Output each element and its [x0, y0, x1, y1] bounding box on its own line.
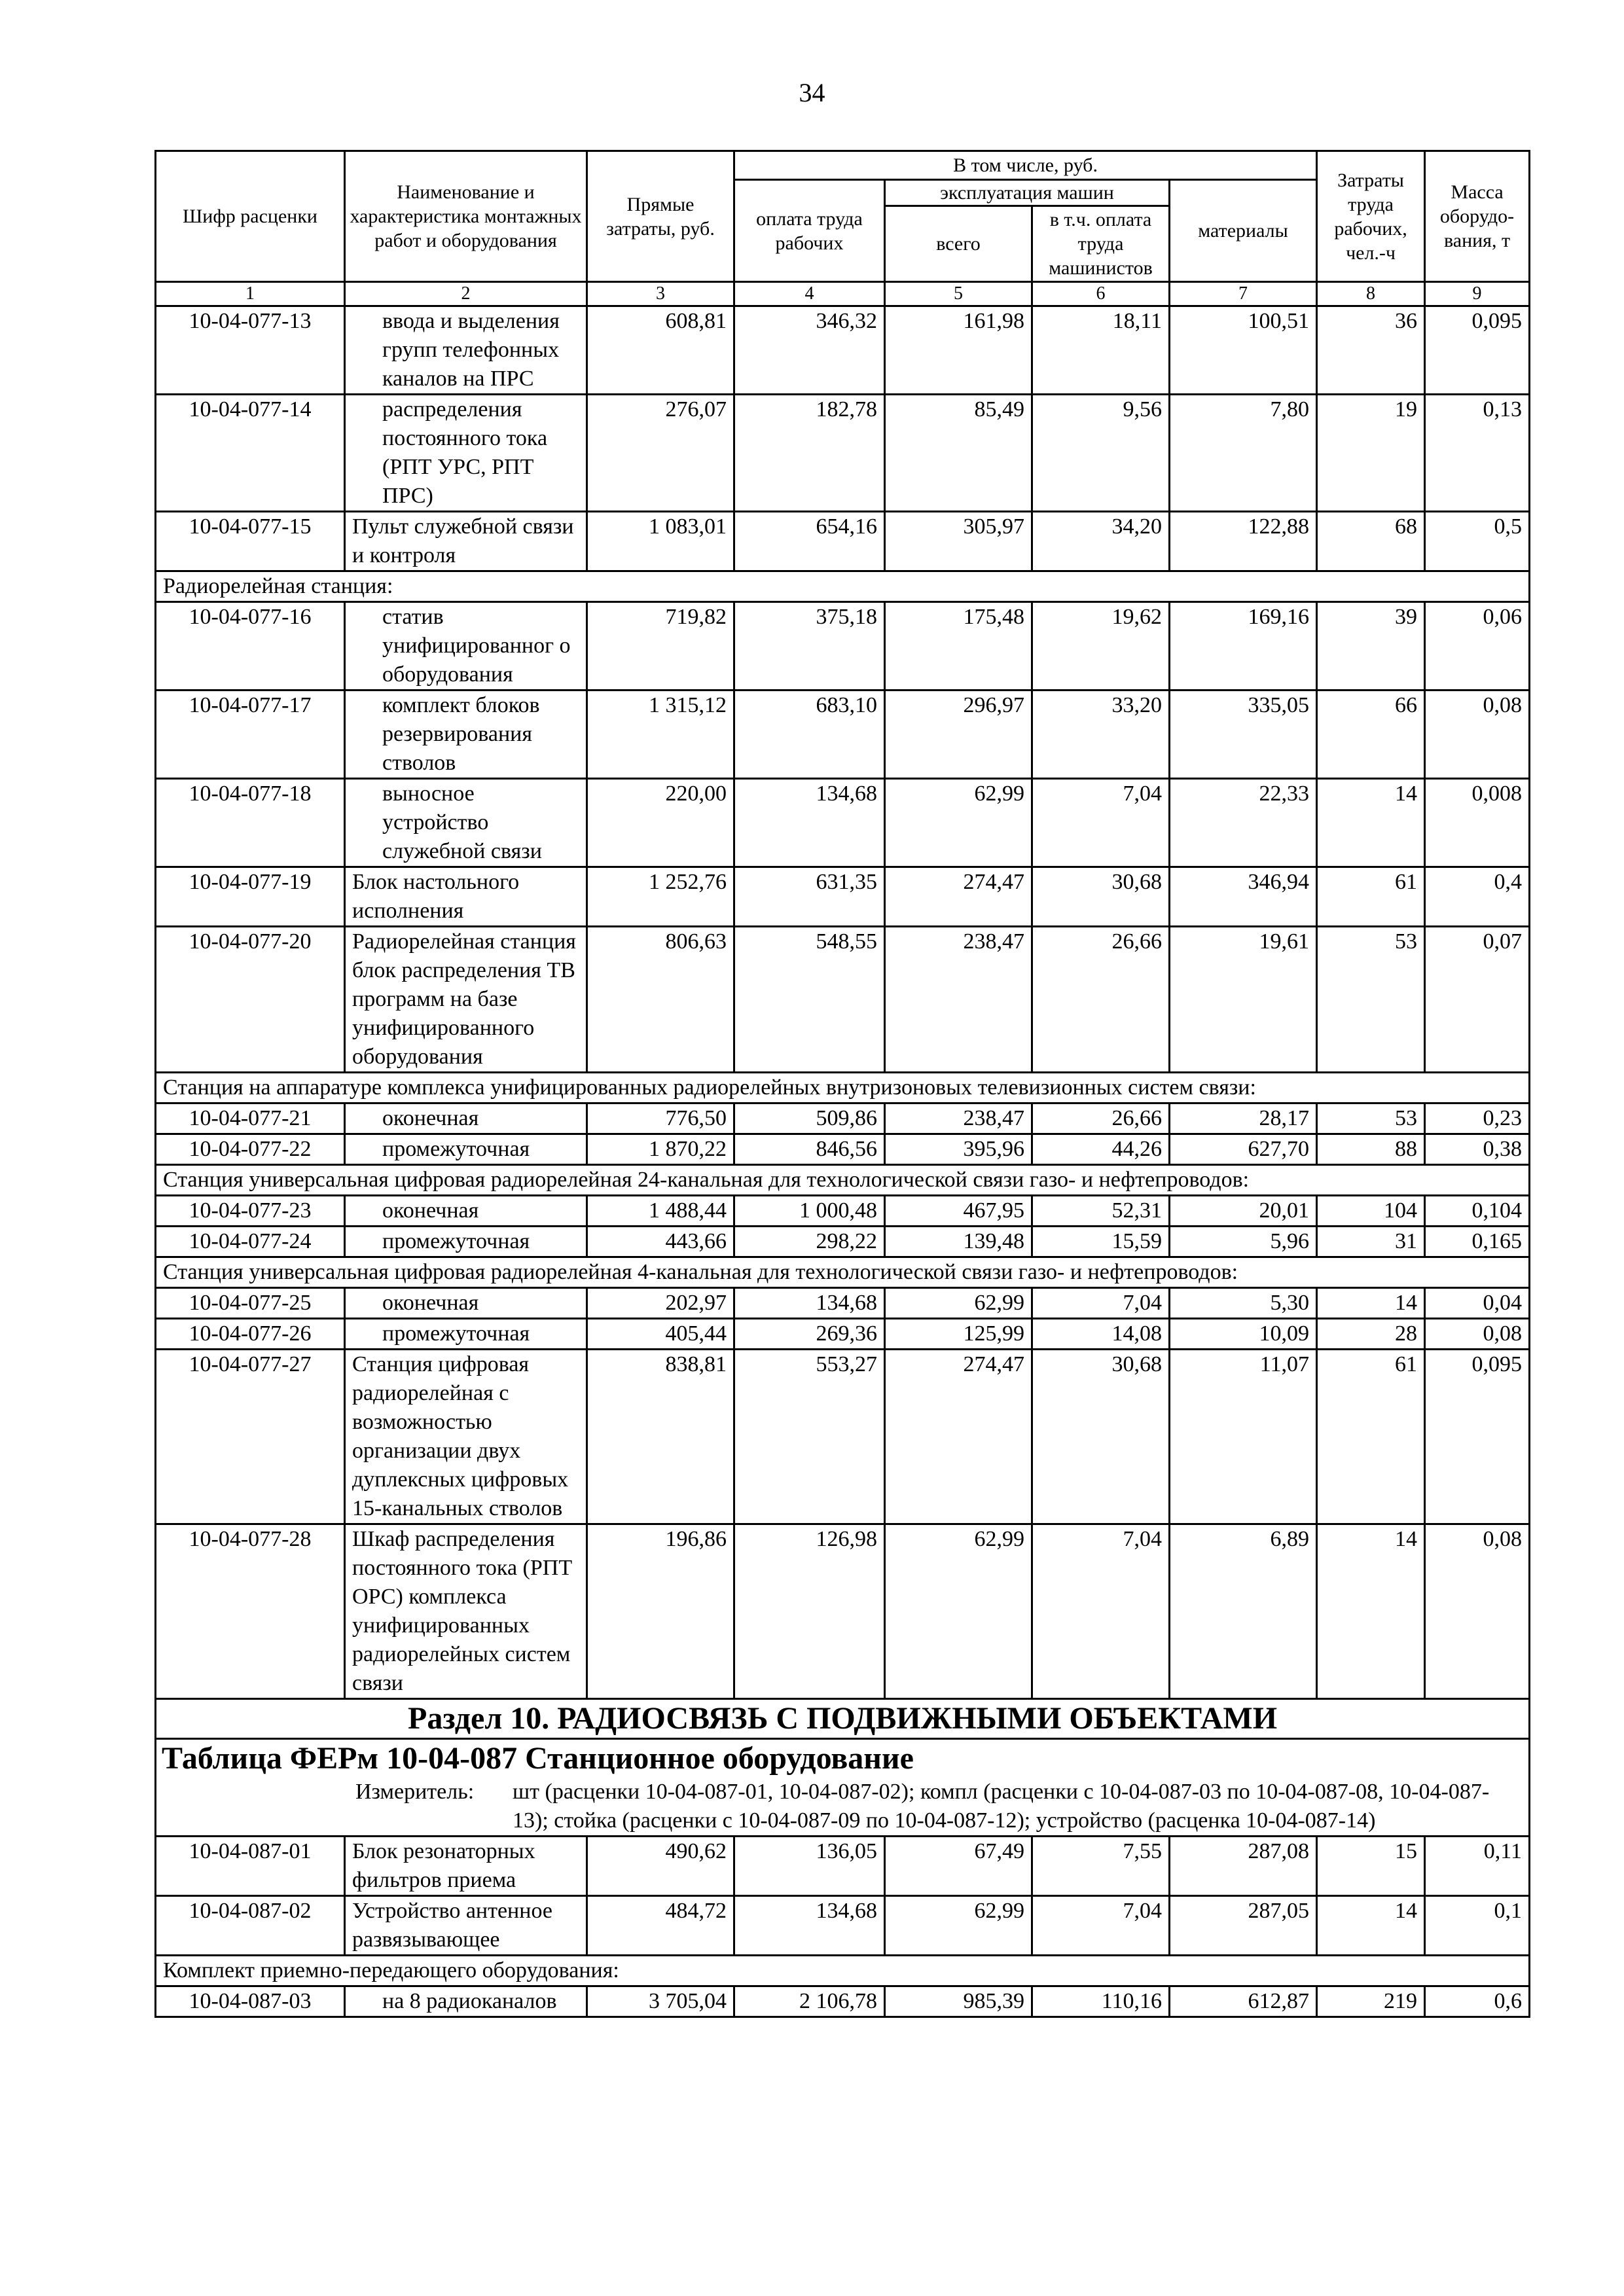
labor-hours: 61 [1317, 867, 1425, 927]
rate-row [156, 395, 1530, 512]
machinist-pay: 44,26 [1032, 1134, 1170, 1165]
materials-cost: 28,17 [1170, 1103, 1317, 1134]
materials-cost: 7,80 [1170, 395, 1317, 512]
labor-hours: 39 [1317, 602, 1425, 691]
labor-pay: 2 106,78 [734, 1986, 885, 2017]
labor-pay: 509,86 [734, 1103, 885, 1134]
rate-code: 10-04-077-26 [156, 1319, 345, 1350]
direct-costs: 202,97 [587, 1288, 734, 1319]
machine-total: 274,47 [885, 867, 1032, 927]
materials-cost: 287,08 [1170, 1837, 1317, 1896]
group-title: Станция универсальная цифровая радиорелейная 24-канальная для технологической связи газо- и нефтепроводов: [156, 1165, 1530, 1196]
group-header-row [156, 571, 1530, 602]
group-header-row [156, 1165, 1530, 1196]
work-name: оконечная [345, 1196, 587, 1227]
column-number: 2 [345, 282, 587, 306]
labor-pay: 269,36 [734, 1319, 885, 1350]
direct-costs: 838,81 [587, 1350, 734, 1524]
direct-costs: 1 252,76 [587, 867, 734, 927]
labor-hours: 19 [1317, 395, 1425, 512]
machine-total: 62,99 [885, 1524, 1032, 1699]
labor-pay: 683,10 [734, 691, 885, 779]
materials-cost: 10,09 [1170, 1319, 1317, 1350]
work-name: комплект блоков резервирования стволов [345, 691, 587, 779]
rate-row [156, 306, 1530, 395]
labor-pay: 298,22 [734, 1227, 885, 1257]
machinist-pay: 9,56 [1032, 395, 1170, 512]
group-title: Станция на аппаратуре комплекса унифицированных радиорелейных внутризоновых телевизионных систем связи: [156, 1073, 1530, 1103]
rate-row [156, 1103, 1530, 1134]
labor-hours: 219 [1317, 1986, 1425, 2017]
machine-total: 62,99 [885, 1896, 1032, 1956]
labor-pay: 182,78 [734, 395, 885, 512]
materials-cost: 122,88 [1170, 512, 1317, 571]
measure-unit-label: Измеритель: [355, 1780, 475, 1804]
materials-cost: 20,01 [1170, 1196, 1317, 1227]
materials-cost: 335,05 [1170, 691, 1317, 779]
machinist-pay: 7,04 [1032, 779, 1170, 867]
rate-code: 10-04-087-03 [156, 1986, 345, 2017]
group-title: Радиорелейная станция: [156, 571, 1530, 602]
labor-hours: 14 [1317, 1288, 1425, 1319]
labor-pay: 553,27 [734, 1350, 885, 1524]
header-including: В том числе, руб. [734, 151, 1317, 180]
materials-cost: 169,16 [1170, 602, 1317, 691]
machine-total: 175,48 [885, 602, 1032, 691]
direct-costs: 484,72 [587, 1896, 734, 1956]
equipment-mass: 0,08 [1425, 1524, 1530, 1699]
rate-code: 10-04-077-17 [156, 691, 345, 779]
page-number: 34 [799, 78, 825, 107]
equipment-mass: 0,04 [1425, 1288, 1530, 1319]
equipment-mass: 0,095 [1425, 306, 1530, 395]
machinist-pay: 15,59 [1032, 1227, 1170, 1257]
direct-costs: 719,82 [587, 602, 734, 691]
machine-total: 62,99 [885, 1288, 1032, 1319]
materials-cost: 346,94 [1170, 867, 1317, 927]
labor-hours: 14 [1317, 1524, 1425, 1699]
rate-row [156, 927, 1530, 1073]
header-materials: материалы [1170, 180, 1317, 282]
rate-row [156, 779, 1530, 867]
machinist-pay: 18,11 [1032, 306, 1170, 395]
rate-row [156, 512, 1530, 571]
rate-row [156, 1227, 1530, 1257]
direct-costs: 490,62 [587, 1837, 734, 1896]
rate-code: 10-04-077-15 [156, 512, 345, 571]
machinist-pay: 30,68 [1032, 1350, 1170, 1524]
header-direct-costs: Прямые затраты, руб. [587, 151, 734, 282]
table-title: Таблица ФЕРм 10-04-087 Станционное оборудование [162, 1741, 914, 1776]
group-title: Станция универсальная цифровая радиорелейная 4-канальная для технологической связи газо- и нефтепроводов: [156, 1257, 1530, 1288]
rate-code: 10-04-077-28 [156, 1524, 345, 1699]
equipment-mass: 0,13 [1425, 395, 1530, 512]
labor-hours: 68 [1317, 512, 1425, 571]
machine-total: 161,98 [885, 306, 1032, 395]
machine-total: 274,47 [885, 1350, 1032, 1524]
section-title: Раздел 10. РАДИОСВЯЗЬ С ПОДВИЖНЫМИ ОБЪЕКТАМИ [156, 1699, 1530, 1739]
materials-cost: 11,07 [1170, 1350, 1317, 1524]
header-machinist-pay: в т.ч. оплата труда машинистов [1032, 206, 1170, 282]
rate-code: 10-04-077-14 [156, 395, 345, 512]
direct-costs: 608,81 [587, 306, 734, 395]
column-number: 6 [1032, 282, 1170, 306]
labor-hours: 14 [1317, 1896, 1425, 1956]
rate-code: 10-04-077-24 [156, 1227, 345, 1257]
work-name: промежуточная [345, 1319, 587, 1350]
equipment-mass: 0,06 [1425, 602, 1530, 691]
labor-pay: 548,55 [734, 927, 885, 1073]
machine-total: 985,39 [885, 1986, 1032, 2017]
materials-cost: 5,30 [1170, 1288, 1317, 1319]
machine-total: 395,96 [885, 1134, 1032, 1165]
group-title: Комплект приемно-передающего оборудования: [156, 1956, 1530, 1986]
machine-total: 85,49 [885, 395, 1032, 512]
table-title-row [156, 1739, 1530, 1837]
equipment-mass: 0,165 [1425, 1227, 1530, 1257]
equipment-mass: 0,07 [1425, 927, 1530, 1073]
rate-code: 10-04-077-22 [156, 1134, 345, 1165]
rate-code: 10-04-077-25 [156, 1288, 345, 1319]
equipment-mass: 0,11 [1425, 1837, 1530, 1896]
work-name: ввода и выделения групп телефонных каналов на ПРС [345, 306, 587, 395]
labor-pay: 134,68 [734, 779, 885, 867]
rate-row [156, 867, 1530, 927]
rate-row [156, 1319, 1530, 1350]
equipment-mass: 0,08 [1425, 691, 1530, 779]
direct-costs: 220,00 [587, 779, 734, 867]
work-name: промежуточная [345, 1227, 587, 1257]
rate-code: 10-04-077-18 [156, 779, 345, 867]
group-header-row [156, 1257, 1530, 1288]
column-number: 8 [1317, 282, 1425, 306]
direct-costs: 1 488,44 [587, 1196, 734, 1227]
labor-pay: 126,98 [734, 1524, 885, 1699]
labor-hours: 31 [1317, 1227, 1425, 1257]
labor-hours: 104 [1317, 1196, 1425, 1227]
labor-pay: 136,05 [734, 1837, 885, 1896]
machine-total: 296,97 [885, 691, 1032, 779]
machinist-pay: 26,66 [1032, 927, 1170, 1073]
machinist-pay: 7,55 [1032, 1837, 1170, 1896]
direct-costs: 196,86 [587, 1524, 734, 1699]
rate-row [156, 1288, 1530, 1319]
machinist-pay: 7,04 [1032, 1524, 1170, 1699]
materials-cost: 100,51 [1170, 306, 1317, 395]
equipment-mass: 0,5 [1425, 512, 1530, 571]
labor-hours: 53 [1317, 1103, 1425, 1134]
direct-costs: 1 315,12 [587, 691, 734, 779]
group-header-row [156, 1956, 1530, 1986]
machine-total: 238,47 [885, 927, 1032, 1073]
work-name: статив унифицированног о оборудования [345, 602, 587, 691]
machinist-pay: 34,20 [1032, 512, 1170, 571]
work-name: на 8 радиоканалов [345, 1986, 587, 2017]
machinist-pay: 26,66 [1032, 1103, 1170, 1134]
column-number: 7 [1170, 282, 1317, 306]
section-title-row [156, 1699, 1530, 1739]
machinist-pay: 52,31 [1032, 1196, 1170, 1227]
group-header-row [156, 1073, 1530, 1103]
direct-costs: 1 083,01 [587, 512, 734, 571]
labor-pay: 654,16 [734, 512, 885, 571]
header-labor-pay: оплата труда рабочих [734, 180, 885, 282]
materials-cost: 287,05 [1170, 1896, 1317, 1956]
header-labor-costs: Затраты труда рабочих, чел.-ч [1317, 151, 1425, 282]
machine-total: 62,99 [885, 779, 1032, 867]
table-title-cell [156, 1739, 1530, 1837]
machinist-pay: 19,62 [1032, 602, 1170, 691]
work-name: оконечная [345, 1288, 587, 1319]
rate-code: 10-04-077-27 [156, 1350, 345, 1524]
direct-costs: 276,07 [587, 395, 734, 512]
rate-row [156, 1896, 1530, 1956]
rate-row [156, 691, 1530, 779]
table-body [156, 306, 1530, 2017]
labor-pay: 1 000,48 [734, 1196, 885, 1227]
column-number: 5 [885, 282, 1032, 306]
table-header [156, 151, 1530, 306]
direct-costs: 405,44 [587, 1319, 734, 1350]
materials-cost: 5,96 [1170, 1227, 1317, 1257]
work-name: Устройство антенное развязывающее [345, 1896, 587, 1956]
work-name: Шкаф распределения постоянного тока (РПТ ОРС) комплекса унифицированных радиорелейных систем связи [345, 1524, 587, 1699]
header-equipment-mass: Масса оборудо-вания, т [1425, 151, 1530, 282]
materials-cost: 22,33 [1170, 779, 1317, 867]
labor-hours: 14 [1317, 779, 1425, 867]
direct-costs: 3 705,04 [587, 1986, 734, 2017]
labor-hours: 36 [1317, 306, 1425, 395]
measure-unit-text: шт (расценки 10-04-087-01, 10-04-087-02); компл (расценки с 10-04-087-03 по 10-04-087-08, 10-04-087-13); стойка (расценки с 10-04-087-09 по 10-04-087-12); устройство (расценка 10-04-087-14) [513, 1780, 1490, 1833]
column-number: 4 [734, 282, 885, 306]
header-total: всего [885, 206, 1032, 282]
machinist-pay: 14,08 [1032, 1319, 1170, 1350]
machinist-pay: 110,16 [1032, 1986, 1170, 2017]
work-name: Радиорелейная станция блок распределения ТВ программ на базе унифицированного оборудования [345, 927, 587, 1073]
labor-hours: 15 [1317, 1837, 1425, 1896]
machinist-pay: 33,20 [1032, 691, 1170, 779]
machine-total: 467,95 [885, 1196, 1032, 1227]
column-number: 3 [587, 282, 734, 306]
direct-costs: 806,63 [587, 927, 734, 1073]
machine-total: 139,48 [885, 1227, 1032, 1257]
machinist-pay: 7,04 [1032, 1896, 1170, 1956]
rate-row [156, 1986, 1530, 2017]
equipment-mass: 0,4 [1425, 867, 1530, 927]
header-code: Шифр расценки [156, 151, 345, 282]
equipment-mass: 0,008 [1425, 779, 1530, 867]
machine-total: 305,97 [885, 512, 1032, 571]
materials-cost: 6,89 [1170, 1524, 1317, 1699]
equipment-mass: 0,08 [1425, 1319, 1530, 1350]
equipment-mass: 0,095 [1425, 1350, 1530, 1524]
column-number: 1 [156, 282, 345, 306]
labor-pay: 375,18 [734, 602, 885, 691]
work-name: выносное устройство служебной связи [345, 779, 587, 867]
header-machine-operation: эксплуатация машин [885, 180, 1170, 206]
work-name: распределения постоянного тока (РПТ УРС, РПТ ПРС) [345, 395, 587, 512]
machinist-pay: 30,68 [1032, 867, 1170, 927]
labor-pay: 631,35 [734, 867, 885, 927]
rate-code: 10-04-077-16 [156, 602, 345, 691]
rate-row [156, 1196, 1530, 1227]
work-name: оконечная [345, 1103, 587, 1134]
machinist-pay: 7,04 [1032, 1288, 1170, 1319]
equipment-mass: 0,23 [1425, 1103, 1530, 1134]
rate-row [156, 1524, 1530, 1699]
labor-hours: 61 [1317, 1350, 1425, 1524]
work-name: Блок резонаторных фильтров приема [345, 1837, 587, 1896]
work-name: Станция цифровая радиорелейная с возможностью организации двух дуплексных цифровых 15-канальных стволов [345, 1350, 587, 1524]
equipment-mass: 0,104 [1425, 1196, 1530, 1227]
rate-row [156, 602, 1530, 691]
machine-total: 67,49 [885, 1837, 1032, 1896]
rate-code: 10-04-077-23 [156, 1196, 345, 1227]
rate-row [156, 1350, 1530, 1524]
work-name: промежуточная [345, 1134, 587, 1165]
measure-unit [162, 1778, 1528, 1835]
labor-hours: 66 [1317, 691, 1425, 779]
machine-total: 125,99 [885, 1319, 1032, 1350]
direct-costs: 1 870,22 [587, 1134, 734, 1165]
materials-cost: 19,61 [1170, 927, 1317, 1073]
direct-costs: 776,50 [587, 1103, 734, 1134]
rate-code: 10-04-077-19 [156, 867, 345, 927]
work-name: Пульт служебной связи и контроля [345, 512, 587, 571]
direct-costs: 443,66 [587, 1227, 734, 1257]
machine-total: 238,47 [885, 1103, 1032, 1134]
rate-row [156, 1837, 1530, 1896]
labor-pay: 346,32 [734, 306, 885, 395]
equipment-mass: 0,1 [1425, 1896, 1530, 1956]
rates-table [154, 150, 1530, 2018]
column-number: 9 [1425, 282, 1530, 306]
labor-pay: 846,56 [734, 1134, 885, 1165]
materials-cost: 612,87 [1170, 1986, 1317, 2017]
header-name: Наименование и характеристика монтажных работ и оборудования [345, 151, 587, 282]
rate-code: 10-04-077-13 [156, 306, 345, 395]
materials-cost: 627,70 [1170, 1134, 1317, 1165]
labor-pay: 134,68 [734, 1288, 885, 1319]
work-name: Блок настольного исполнения [345, 867, 587, 927]
labor-hours: 88 [1317, 1134, 1425, 1165]
rate-code: 10-04-077-20 [156, 927, 345, 1073]
labor-hours: 28 [1317, 1319, 1425, 1350]
rate-code: 10-04-087-01 [156, 1837, 345, 1896]
equipment-mass: 0,38 [1425, 1134, 1530, 1165]
equipment-mass: 0,6 [1425, 1986, 1530, 2017]
labor-pay: 134,68 [734, 1896, 885, 1956]
rate-code: 10-04-077-21 [156, 1103, 345, 1134]
rate-code: 10-04-087-02 [156, 1896, 345, 1956]
rate-row [156, 1134, 1530, 1165]
labor-hours: 53 [1317, 927, 1425, 1073]
column-numbers-row [156, 282, 1530, 306]
